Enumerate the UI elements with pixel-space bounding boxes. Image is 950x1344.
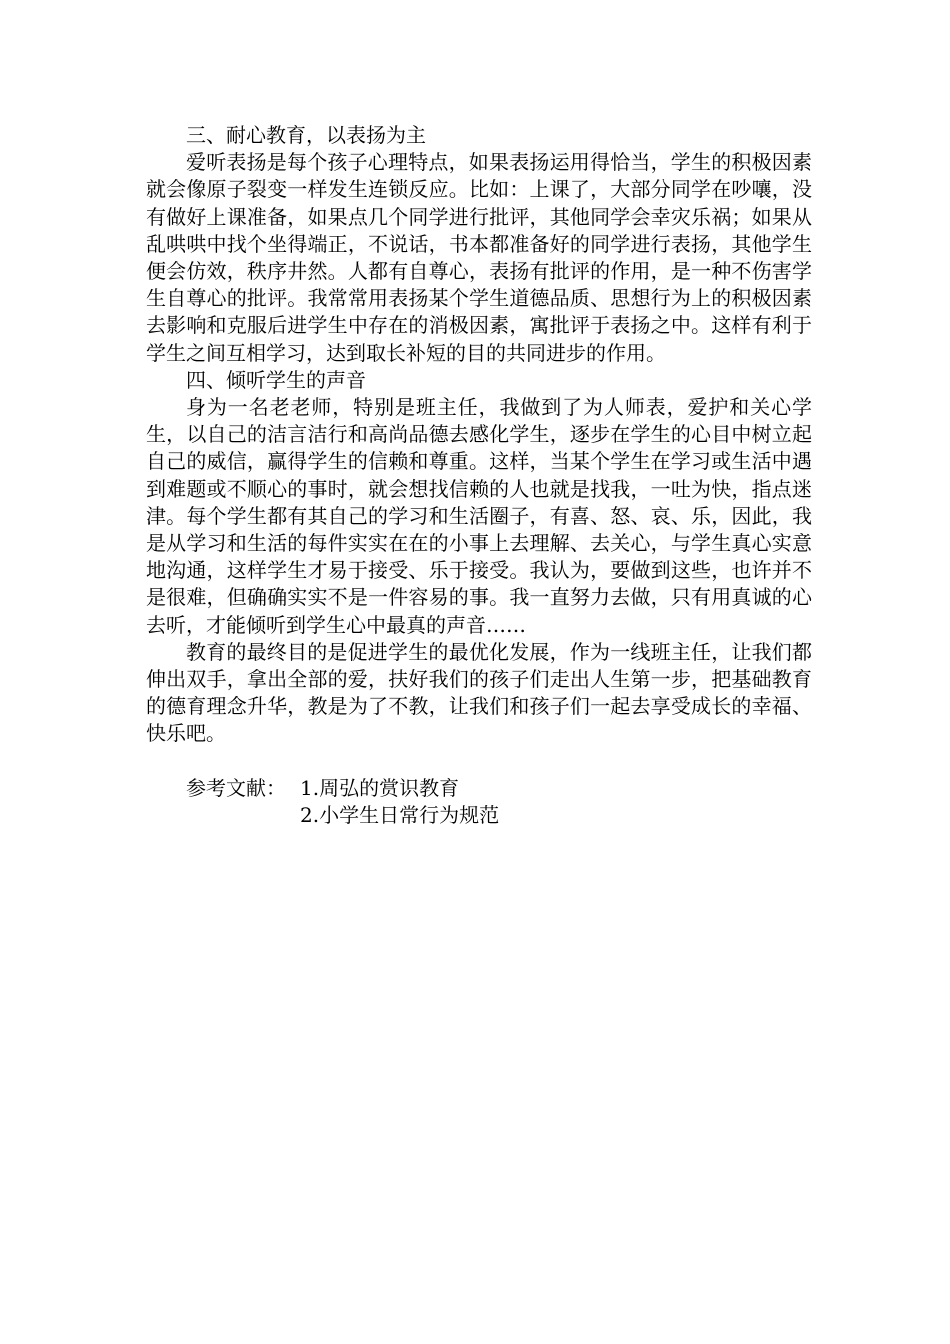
paragraph-conclusion: 教育的最终目的是促进学生的最优化发展，作为一线班主任，让我们都伸出双手，拿出全部的爱，扶好我们的孩子们走出人生第一步，把基础教育的德育理念升华，教是为了不教，让我们和孩子们一起去享受成长的幸福、快乐吧。 bbox=[146, 639, 812, 746]
document-page bbox=[146, 122, 812, 829]
reference-line-1 bbox=[146, 775, 812, 802]
section-heading-3: 三、耐心教育，以表扬为主 bbox=[186, 123, 426, 147]
reference-line-2 bbox=[146, 802, 812, 829]
references bbox=[146, 775, 812, 829]
reference-item-1: 1.周弘的赏识教育 bbox=[300, 775, 460, 800]
references-label: 参考文献： bbox=[186, 775, 286, 800]
section-heading-4: 四、倾听学生的声音 bbox=[186, 367, 366, 392]
reference-item-2: 2.小学生日常行为规范 bbox=[300, 802, 500, 827]
paragraph-praise: 爱听表扬是每个孩子心理特点，如果表扬运用得恰当，学生的积极因素就会像原子裂变一样发生连锁反应。比如：上课了，大部分同学在吵嚷，没有做好上课准备，如果点几个同学进行批评，其他同学会幸灾乐祸；如果从乱哄哄中找个坐得端正，不说话，书本都准备好的同学进行表扬，其他学生便会仿效，秩序井然。人都有自尊心，表扬有批评的作用，是一种不伤害学生自尊心的批评。我常常用表扬某个学生道德品质、思想行为上的积极因素去影响和克服后进学生中存在的消极因素，寓批评于表扬之中。这样有利于学生之间互相学习，达到取长补短的目的共同进步的作用。 bbox=[146, 150, 812, 365]
paragraph-listen: 身为一名老老师，特别是班主任，我做到了为人师表，爱护和关心学生，以自己的洁言洁行和高尚品德去感化学生，逐步在学生的心目中树立起自己的威信，赢得学生的信赖和尊重。这样，当某个学生在学习或生活中遇到难题或不顺心的事时，就会想找信赖的人也就是找我，一吐为快，指点迷津。每个学生都有其自己的学习和生活圈子，有喜、怒、哀、乐，因此，我是从学习和生活的每件实实在在的小事上去理解、去关心，与学生真心实意地沟通，这样学生才易于接受、乐于接受。我认为，要做到这些，也许并不是很难，但确确实实不是一件容易的事。我一直努力去做，只有用真诚的心去听，才能倾听到学生心中最真的声音…… bbox=[146, 395, 812, 637]
